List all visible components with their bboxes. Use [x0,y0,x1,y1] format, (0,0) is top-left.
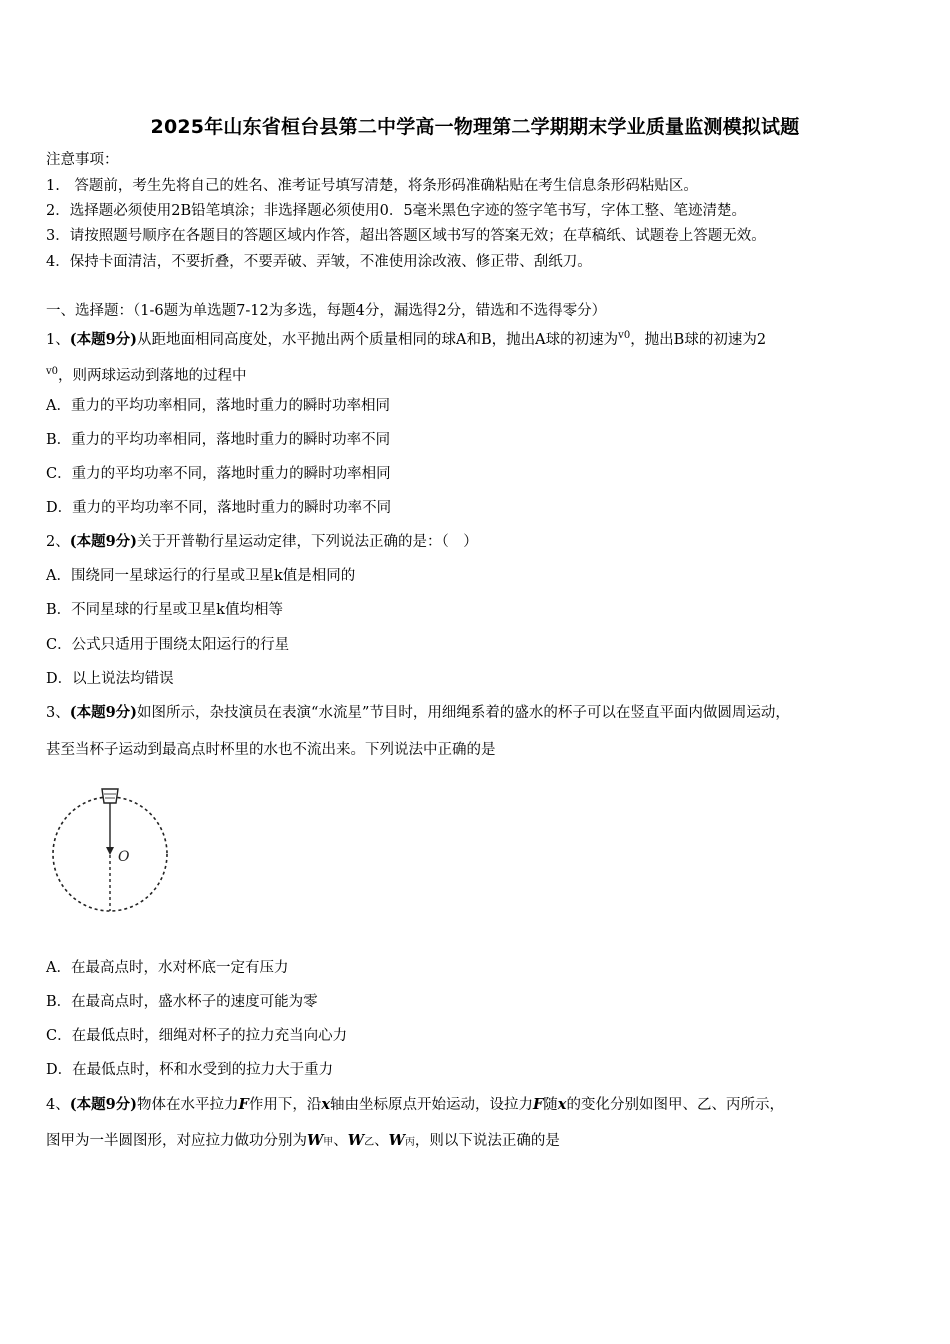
question-text: 的变化分别如图甲、乙、丙所示， [566,1097,784,1113]
question-number: 3、 [46,705,70,721]
question-text: 随 [543,1097,558,1113]
work-symbol: W [347,1132,365,1149]
option-d: D．重力的平均功率不同，落地时重力的瞬时功率不同 [46,500,392,516]
option-c: C．公式只适用于围绕太阳运行的行星 [46,637,290,653]
water-meteor-figure [50,783,174,919]
question-4-stem-cont [46,1131,560,1153]
option-c: C．在最低点时，细绳对杯子的拉力充当向心力 [46,1028,348,1044]
subscript: 丙 [404,1137,415,1148]
question-4-stem [46,1095,784,1115]
question-score: (本题9分) [69,533,138,550]
notice-item-4: 4．保持卡面清洁，不要折叠，不要弄破、弄皱，不准使用涂改液、修正带、刮纸刀。 [46,254,592,270]
question-score: (本题9分) [69,330,138,348]
question-text: ，则以下说法正确的是 [414,1133,560,1149]
question-1-stem [46,326,766,350]
v0-symbol: v0 [46,366,59,377]
question-text: 作用下，沿 [248,1097,322,1113]
axis-symbol: x [321,1096,330,1113]
question-2-stem [46,532,478,552]
question-3-stem [46,703,790,723]
option-b: B．不同星球的行星或卫星k值均相等 [46,602,283,618]
option-a: A．在最高点时，水对杯底一定有压力 [46,960,289,976]
subscript: 乙 [364,1137,375,1148]
work-symbol: W [388,1132,405,1149]
separator: 、 [374,1133,389,1149]
option-d: D．以上说法均错误 [46,671,174,687]
center-label: O [118,849,130,865]
question-score: (本题9分) [69,704,138,721]
question-1-stem-cont [46,362,247,386]
option-b: B．在最高点时，盛水杯子的速度可能为零 [46,994,318,1010]
question-3-stem-cont: 甚至当杯子运动到最高点时杯里的水也不流出来。下列说法中正确的是 [46,742,496,758]
notice-item-1: 1. 答题前，考生先将自己的姓名、准考证号填写清楚，将条形码准确粘贴在考生信息条形码粘贴区。 [46,178,698,194]
question-text: 关于开普勒行星运动定律，下列说法正确的是：（ ） [137,534,478,550]
question-number: 2、 [46,534,70,550]
option-d: D．在最低点时，杯和水受到的拉力大于重力 [46,1062,334,1078]
arrow-icon [106,847,114,855]
question-score: (本题9分) [69,1096,138,1113]
cup-icon [102,789,118,803]
notice-heading: 注意事项： [46,152,119,168]
force-symbol: F [533,1096,544,1113]
force-symbol: F [238,1096,249,1113]
option-a: A．重力的平均功率相同，落地时重力的瞬时功率相同 [46,398,390,414]
option-c: C．重力的平均功率不同，落地时重力的瞬时功率相同 [46,466,391,482]
question-text: 轴由坐标原点开始运动，设拉力 [330,1097,533,1113]
notice-item-2: 2．选择题必须使用2B铅笔填涂；非选择题必须使用0．5毫米黑色字迹的签字笔书写，字体工整、笔迹清楚。 [46,203,747,219]
question-number: 1、 [46,331,70,348]
question-text: ，则两球运动到落地的过程中 [58,367,247,384]
question-text: 物体在水平拉力 [137,1097,239,1113]
option-b: B．重力的平均功率相同，落地时重力的瞬时功率不同 [46,432,391,448]
v0-symbol: v0 [618,330,631,341]
work-symbol: W [307,1132,324,1149]
axis-symbol: x [557,1096,567,1113]
question-text: 如图所示，杂技演员在表演“水流星”节目时，用细绳系着的盛水的杯子可以在竖直平面内做圆周运动， [137,705,790,721]
notice-item-3: 3．请按照题号顺序在各题目的答题区域内作答，超出答题区域书写的答案无效；在草稿纸、试题卷上答题无效。 [46,228,766,244]
subscript: 甲 [323,1137,334,1148]
option-a: A．围绕同一星球运行的行星或卫星k值是相同的 [46,568,356,584]
question-number: 4、 [46,1097,70,1113]
question-text: ，抛出B球的初速为2 [630,331,767,348]
section-heading: 一、选择题：（1-6题为单选题7-12为多选，每题4分，漏选得2分，错选和不选得零分） [46,303,607,319]
separator: 、 [333,1133,348,1149]
question-text: 从距地面相同高度处，水平抛出两个质量相同的球A和B，抛出A球的初速为 [137,331,619,348]
question-text: 图甲为一半圆图形，对应拉力做功分别为 [46,1133,307,1149]
page-title: 2025年山东省桓台县第二中学高一物理第二学期期末学业质量监测模拟试题 [150,116,800,138]
